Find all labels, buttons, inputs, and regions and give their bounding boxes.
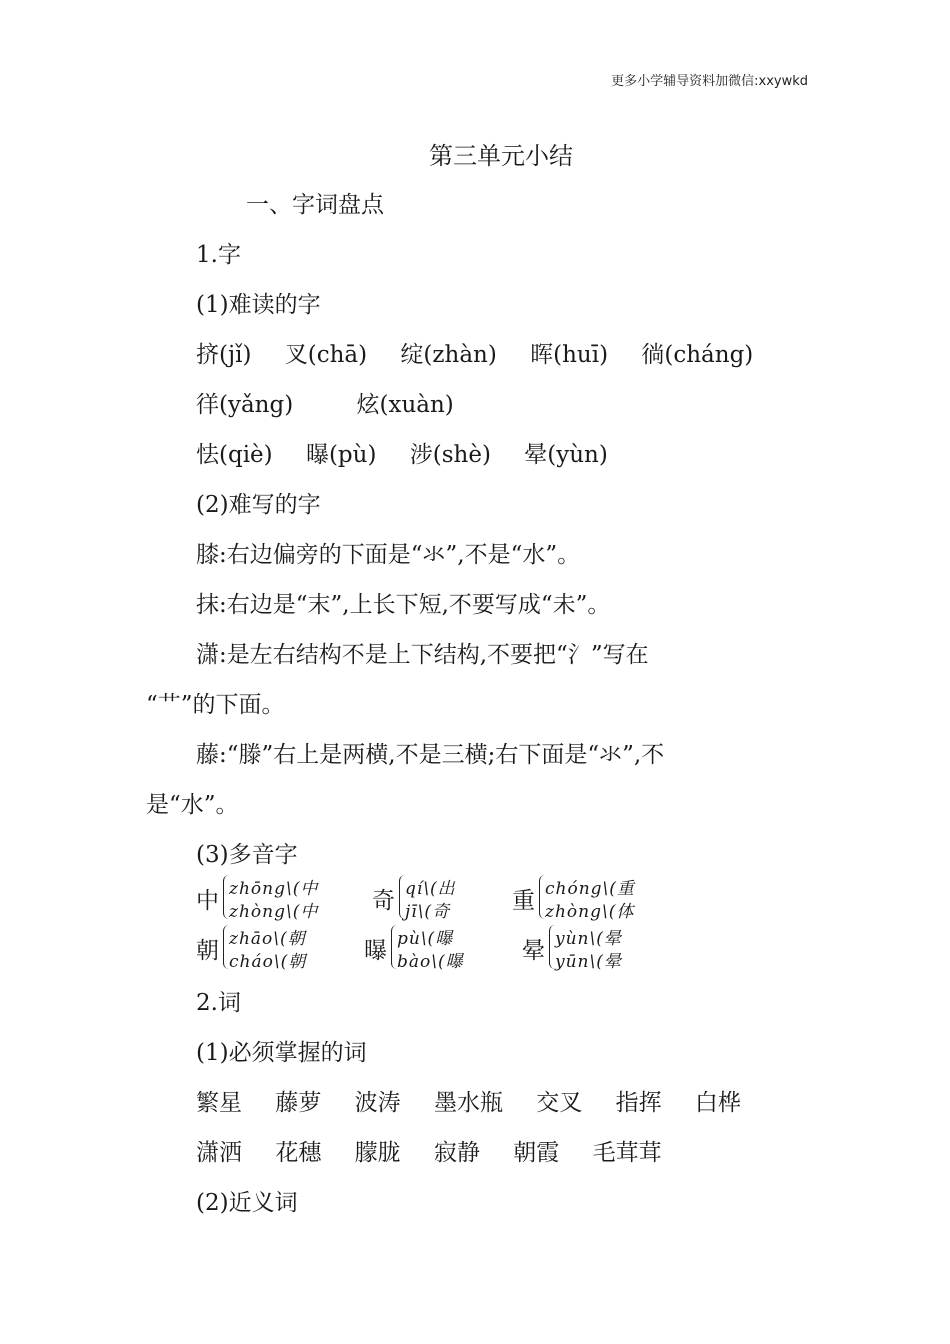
word-item: 墨水瓶 <box>433 1090 503 1116</box>
word-item: 波涛 <box>354 1090 401 1116</box>
polyphone-item <box>372 872 492 924</box>
pinyin-item: 晖(huī) <box>530 342 609 368</box>
word-item: 潇洒 <box>196 1140 242 1166</box>
hard-write-line: 是“水”。 <box>146 792 239 818</box>
hard-read-row <box>196 436 634 469</box>
hard-write-line: 抹:右边是“末”,上长下短,不要写成“未”。 <box>196 592 611 618</box>
hard-write-line: 膝:右边偏旁的下面是“氺”,不是“水”。 <box>196 542 581 568</box>
pinyin-item: 炫(xuàn) <box>356 392 454 418</box>
subsection-heading: 1.字 <box>196 242 241 268</box>
synonyms-heading: (2)近义词 <box>196 1190 298 1216</box>
word-item: 朦胧 <box>354 1140 401 1166</box>
pinyin-item: 徜(cháng) <box>641 342 754 368</box>
pinyin-item: 挤(jǐ) <box>196 342 252 368</box>
hard-write-line: 潇:是左右结构不是上下结构,不要把“氵”写在 <box>196 642 649 668</box>
polyphone-reading: zhòng\(中 <box>229 902 319 922</box>
polyphone-reading: bào\(曝 <box>397 952 464 972</box>
polyphone-item <box>522 922 660 974</box>
word-item: 毛茸茸 <box>592 1140 662 1166</box>
word-item: 藤萝 <box>275 1090 322 1116</box>
polyphone-reading: yūn\(晕 <box>555 952 622 972</box>
word-item: 花穗 <box>275 1140 322 1166</box>
polyphone-reading: zhāo\(朝 <box>229 929 306 949</box>
polyphone-char: 曝 <box>364 938 387 964</box>
pinyin-item: 曝(pù) <box>305 442 377 468</box>
watermark-text: 更多小学辅导资料加微信:xxywkd <box>611 74 808 89</box>
polyphone-char: 朝 <box>196 938 219 964</box>
subsection-heading: 2.词 <box>196 990 241 1016</box>
polyphone-char: 重 <box>512 888 535 914</box>
polyphone-reading: zhòng\(体 <box>545 902 635 922</box>
must-words-heading: (1)必须掌握的词 <box>196 1040 367 1066</box>
polyphone-reading: chóng\(重 <box>545 879 635 899</box>
polyphone-reading: cháo\(朝 <box>229 952 307 972</box>
pinyin-item: 涉(shè) <box>409 442 491 468</box>
hard-read-heading: (1)难读的字 <box>196 292 321 318</box>
polyphone-reading: jī\(奇 <box>405 902 451 922</box>
section-heading: 一、字词盘点 <box>246 192 384 218</box>
pinyin-item: 徉(yǎng) <box>196 392 294 418</box>
word-row <box>196 1134 688 1167</box>
word-item: 交叉 <box>536 1090 583 1116</box>
pinyin-item: 怯(qiè) <box>196 442 273 468</box>
polyphone-reading: yùn\(晕 <box>555 929 622 949</box>
pinyin-item: 叉(chā) <box>284 342 368 368</box>
polyphone-reading: pù\(曝 <box>397 929 454 949</box>
word-item: 指挥 <box>615 1090 662 1116</box>
polyphone-heading: (3)多音字 <box>196 842 298 868</box>
polyphone-char: 晕 <box>522 938 545 964</box>
hard-read-row <box>196 336 779 369</box>
hard-read-row <box>196 386 480 419</box>
word-item: 繁星 <box>196 1090 242 1116</box>
word-item: 朝霞 <box>513 1140 560 1166</box>
word-row <box>196 1084 767 1117</box>
pinyin-item: 晕(yùn) <box>524 442 608 468</box>
hard-write-heading: (2)难写的字 <box>196 492 321 518</box>
polyphone-reading: qí\(出 <box>405 879 456 899</box>
word-item: 白桦 <box>694 1090 741 1116</box>
polyphone-item <box>512 872 668 924</box>
polyphone-char: 中 <box>196 888 219 914</box>
polyphone-item <box>196 872 326 924</box>
page-title: 第三单元小结 <box>429 142 573 170</box>
word-item: 寂静 <box>433 1140 480 1166</box>
hard-write-line: 藤:“滕”右上是两横,不是三横;右下面是“氺”,不 <box>196 742 665 768</box>
polyphone-item <box>196 922 342 974</box>
polyphone-item <box>364 922 500 974</box>
hard-write-line: “艹”的下面。 <box>146 692 285 718</box>
polyphone-reading: zhōng\(中 <box>229 879 319 899</box>
polyphone-char: 奇 <box>372 888 395 914</box>
pinyin-item: 绽(zhàn) <box>400 342 497 368</box>
